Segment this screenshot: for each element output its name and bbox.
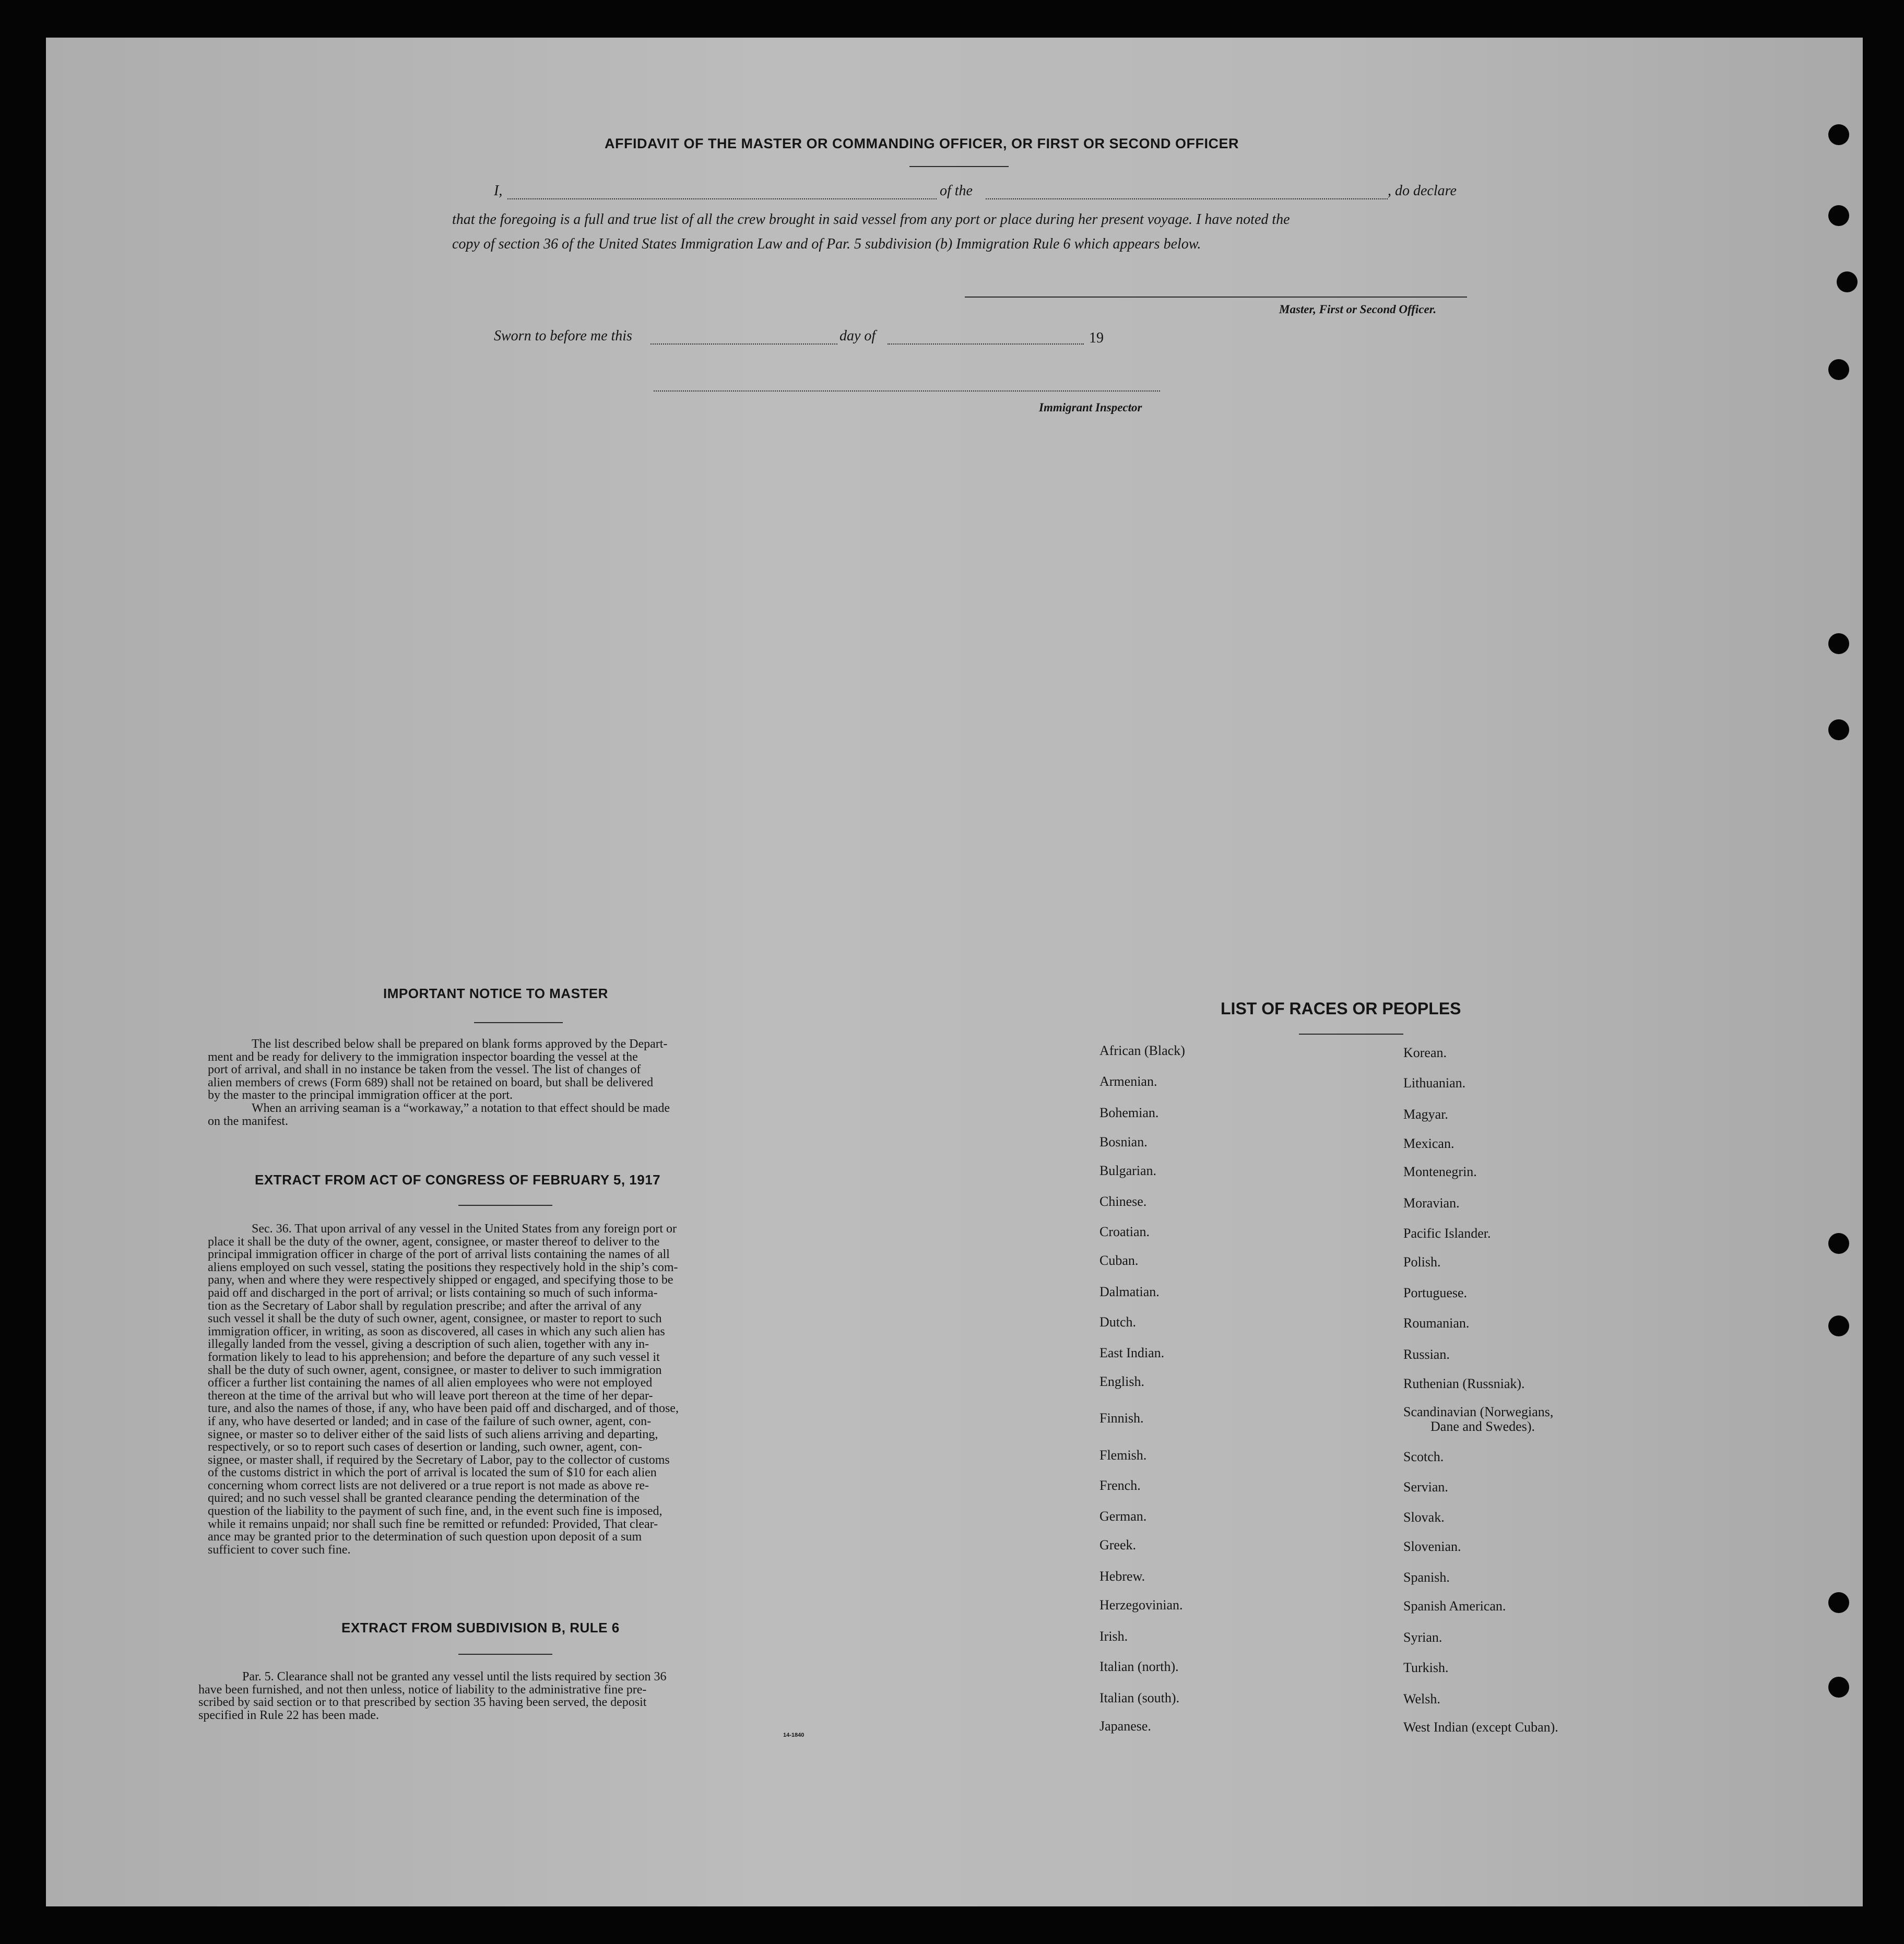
race-item: Dane and Swedes). <box>1430 1419 1535 1434</box>
act-line: illegally landed from the vessel, giving a description of such alien, together with any in- <box>208 1337 649 1352</box>
race-item: West Indian (except Cuban). <box>1403 1720 1558 1735</box>
act-line: while it remains unpaid; nor shall such fine be remitted or refunded: Provided, That clear- <box>208 1517 658 1531</box>
act-line: concerning whom correct lists are not delivered or a true report is not made as above re- <box>208 1478 649 1492</box>
race-item: Moravian. <box>1403 1195 1460 1211</box>
act-extract-text <box>208 1223 819 1556</box>
act-line: shall be the duty of such owner, agent, consignee, or master to deliver to such immigration <box>208 1363 662 1377</box>
rule-line: scribed by said section or to that prescribed by section 35 having been served, the deposit <box>198 1696 647 1710</box>
act-line: such vessel it shall be the duty of such owner, agent, consignee, or master to report to such <box>208 1312 662 1326</box>
binder-hole <box>1828 1677 1849 1698</box>
act-line: principal immigration officer in charge of the port of arrival lists containing the names of all <box>208 1248 670 1262</box>
race-item: Slovenian. <box>1403 1539 1461 1554</box>
form-number: 14-1840 <box>783 1732 805 1738</box>
race-item: Spanish. <box>1403 1570 1450 1585</box>
notice-line: on the manifest. <box>208 1114 288 1128</box>
race-item: Dalmatian. <box>1099 1284 1160 1299</box>
race-item: Ruthenian (Russniak). <box>1403 1376 1525 1391</box>
race-item: French. <box>1099 1478 1141 1493</box>
act-line: respectively, or so to report such cases of desertion or landing, such owner, agent, con- <box>208 1440 642 1454</box>
bleed-through-rows <box>282 412 290 452</box>
race-item: Hebrew. <box>1099 1569 1145 1584</box>
race-item: Spanish American. <box>1403 1598 1506 1614</box>
race-item: Italian (south). <box>1099 1690 1180 1705</box>
act-line: paid off and discharged in the port of arrival; or lists containing so much of such informa- <box>208 1286 658 1300</box>
race-item: Bosnian. <box>1099 1134 1148 1149</box>
race-item: Portuguese. <box>1403 1285 1468 1300</box>
act-line: quired; and no such vessel shall be granted clearance pending the determination of the <box>208 1491 640 1506</box>
sworn-month-field[interactable] <box>888 343 1084 345</box>
notice-line: port of arrival, and shall in no instance be taken from the vessel. The list of changes of <box>208 1063 641 1077</box>
race-item: Armenian. <box>1099 1074 1157 1089</box>
act-extract-title-rule <box>458 1205 552 1206</box>
act-line: immigration officer, in writing, as soon as discovered, all cases in which any such alien has <box>208 1324 665 1338</box>
race-item: Bulgarian. <box>1099 1163 1157 1178</box>
binder-hole <box>1828 124 1849 145</box>
race-item: Montenegrin. <box>1403 1164 1477 1179</box>
act-line: aliens employed on such vessel, stating the positions they respectively hold in the ship’s com- <box>208 1260 678 1274</box>
document-page <box>46 38 1863 1906</box>
race-item: Bohemian. <box>1099 1105 1159 1120</box>
race-item: Lithuanian. <box>1403 1075 1466 1090</box>
race-item: Servian. <box>1403 1479 1448 1495</box>
race-item: Welsh. <box>1403 1691 1440 1706</box>
binder-hole <box>1828 633 1849 654</box>
races-title-rule <box>1299 1034 1403 1035</box>
act-line: thereon at the time of the arrival but who will leave port thereon at the time of her depar- <box>208 1389 653 1403</box>
sworn-label: Sworn to before me this <box>494 328 632 344</box>
race-item: Scandinavian (Norwegians, <box>1403 1404 1554 1419</box>
race-item: Cuban. <box>1099 1253 1139 1268</box>
act-line: ance may be granted prior to the determination of such question upon deposit of a sum <box>208 1530 642 1544</box>
notice-line: The list described below shall be prepared on blank forms approved by the Depart- <box>252 1037 668 1051</box>
notice-line: ment and be ready for delivery to the immigration inspector boarding the vessel at the <box>208 1050 638 1064</box>
act-line: pany, when and where they were respectively shipped or engaged, and specifying those to be <box>208 1273 673 1287</box>
binder-hole <box>1828 1315 1849 1336</box>
binder-hole <box>1828 359 1849 380</box>
day-of-label: day of <box>839 328 876 344</box>
act-line: signee, or master so to deliver either of the said lists of such aliens arriving and departing, <box>208 1427 658 1441</box>
act-line: officer a further list containing the names of all alien employees who were not employed <box>208 1376 653 1390</box>
act-line: signee, or master shall, if required by the Secretary of Labor, pay to the collector of customs <box>208 1453 670 1467</box>
rule-extract-text <box>198 1670 819 1722</box>
race-item: Scotch. <box>1403 1449 1444 1464</box>
notice-line: When an arriving seaman is a “workaway,” a notation to that effect should be made <box>252 1101 670 1115</box>
race-item: Dutch. <box>1099 1314 1137 1330</box>
act-line: if any, who have deserted or landed; and in case of the failure of such owner, agent, con- <box>208 1414 652 1428</box>
affidavit-name-field[interactable] <box>507 198 937 199</box>
act-line: ture, and also the names of those, if any, who have been paid off and discharged, and of those, <box>208 1402 679 1416</box>
rule-extract-title: EXTRACT FROM SUBDIVISION B, RULE 6 <box>341 1620 620 1635</box>
act-line: question of the liability to the payment of such fine, and, in the event such fine is imposed, <box>208 1504 663 1519</box>
race-item: Italian (north). <box>1099 1659 1179 1674</box>
affidavit-of-the-label: of the <box>940 183 973 199</box>
rule-line: have been furnished, and not then unless, notice of liability to the administrative fine pre- <box>198 1682 647 1697</box>
act-line: Sec. 36. That upon arrival of any vessel in the United States from any foreign port or <box>252 1222 677 1236</box>
notice-text <box>208 1038 819 1128</box>
race-item: Turkish. <box>1403 1660 1449 1675</box>
binder-hole <box>1837 271 1858 292</box>
race-item: Polish. <box>1403 1254 1441 1270</box>
race-item: Russian. <box>1403 1347 1450 1362</box>
rule-line: Par. 5. Clearance shall not be granted any vessel until the lists required by section 36 <box>242 1670 667 1684</box>
race-item: Mexican. <box>1403 1136 1454 1151</box>
inspector-label: Immigrant Inspector <box>1039 401 1142 414</box>
act-line: sufficient to cover such fine. <box>208 1543 351 1557</box>
notice-line: by the master to the principal immigration officer at the port. <box>208 1088 513 1103</box>
act-line: formation likely to lead to his apprehension; and before the departure of any such vessel it <box>208 1350 660 1364</box>
affidavit-vessel-field[interactable] <box>986 198 1388 199</box>
binder-hole <box>1828 719 1849 740</box>
race-item: Flemish. <box>1099 1448 1147 1463</box>
race-item: Irish. <box>1099 1629 1128 1644</box>
inspector-signature-line[interactable] <box>654 390 1160 392</box>
notice-title-rule <box>474 1022 563 1023</box>
year-prefix: 19 <box>1089 330 1104 346</box>
race-item: Chinese. <box>1099 1194 1147 1209</box>
race-item: Syrian. <box>1403 1630 1442 1645</box>
act-line: of the customs district in which the port of arrival is located the sum of $10 for each alien <box>208 1466 657 1480</box>
notice-line: alien members of crews (Form 689) shall not be retained on board, but shall be delivered <box>208 1075 654 1089</box>
race-item: German. <box>1099 1509 1147 1524</box>
affidavit-title-rule <box>909 166 1009 167</box>
act-extract-title: EXTRACT FROM ACT OF CONGRESS OF FEBRUARY 5, 1917 <box>255 1172 661 1188</box>
race-item: Greek. <box>1099 1537 1137 1552</box>
race-item: Roumanian. <box>1403 1315 1470 1331</box>
affidavit-i-label: I, <box>494 183 503 199</box>
notice-title: IMPORTANT NOTICE TO MASTER <box>383 986 608 1001</box>
sworn-day-field[interactable] <box>651 343 837 345</box>
race-item: African (Black) <box>1099 1043 1185 1058</box>
race-item: Herzegovinian. <box>1099 1597 1183 1613</box>
affidavit-line-2: that the foregoing is a full and true list of all the crew brought in said vessel from any port or place during her present voyage. I have noted the <box>452 211 1290 228</box>
race-item: Pacific Islander. <box>1403 1226 1491 1241</box>
act-line: tion as the Secretary of Labor shall by regulation prescribe; and after the arrival of any <box>208 1299 642 1313</box>
binder-hole <box>1828 1592 1849 1613</box>
race-item: Finnish. <box>1099 1410 1144 1426</box>
race-item: Korean. <box>1403 1045 1447 1060</box>
affidavit-title: AFFIDAVIT OF THE MASTER OR COMMANDING OFFICER, OR FIRST OR SECOND OFFICER <box>605 136 1239 151</box>
master-signature-line[interactable] <box>965 297 1467 298</box>
affidavit-line-3: copy of section 36 of the United States Immigration Law and of Par. 5 subdivision (b) Immigration Rule 6 which appears below. <box>452 236 1201 252</box>
master-signature-label: Master, First or Second Officer. <box>1279 303 1437 316</box>
race-item: Magyar. <box>1403 1107 1448 1122</box>
race-item: Japanese. <box>1099 1718 1151 1734</box>
binder-hole <box>1828 205 1849 226</box>
act-line: place it shall be the duty of the owner, agent, consignee, or master thereof to deliver to the <box>208 1235 660 1249</box>
races-title: LIST OF RACES OR PEOPLES <box>1221 999 1461 1018</box>
race-item: Croatian. <box>1099 1224 1150 1239</box>
rule-line: specified in Rule 22 has been made. <box>198 1708 379 1722</box>
rule-extract-title-rule <box>458 1654 552 1655</box>
bleed-through-text <box>407 99 420 123</box>
binder-hole <box>1828 1233 1849 1254</box>
race-item: East Indian. <box>1099 1345 1165 1360</box>
race-item: English. <box>1099 1374 1144 1389</box>
race-item: Slovak. <box>1403 1510 1445 1525</box>
affidavit-do-declare: , do declare <box>1388 183 1457 199</box>
